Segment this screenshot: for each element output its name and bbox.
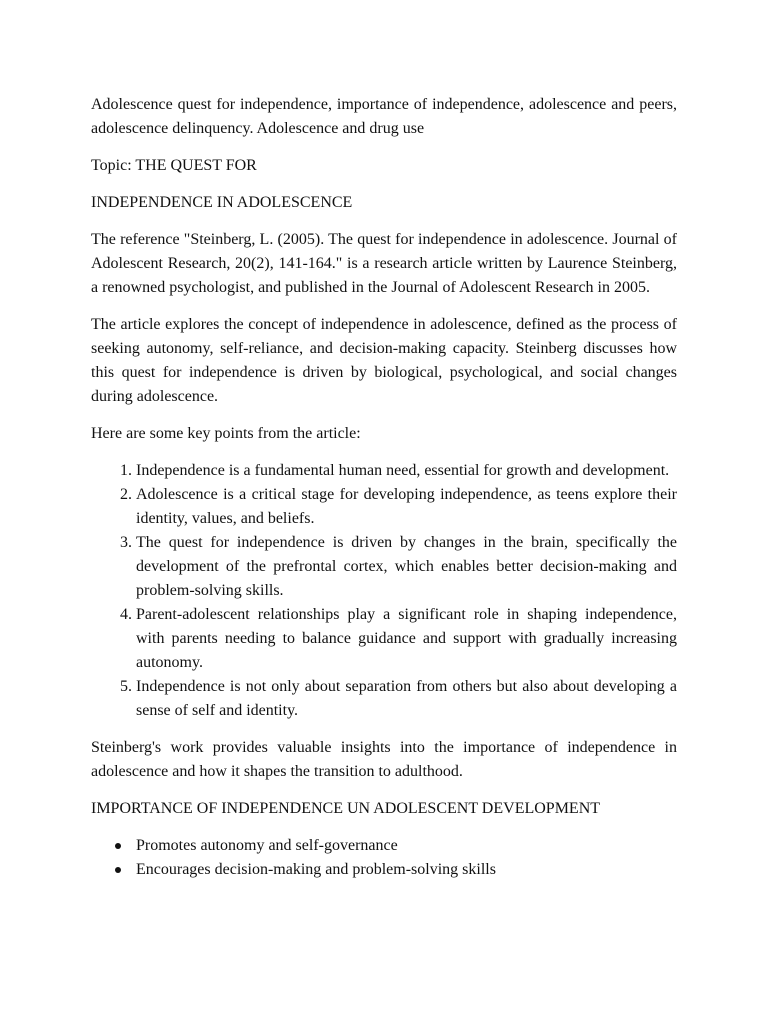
list-item: 1. Independence is a fundamental human need, essential for growth and development. <box>136 459 677 483</box>
conclusion-paragraph: Steinberg's work provides valuable insights into the importance of independence in adolescence and how it shapes the transition to adulthood. <box>91 739 677 780</box>
key-points-intro: Here are some key points from the article: <box>91 425 361 442</box>
importance-bullet-list <box>91 834 677 882</box>
list-item: 3. The quest for independence is driven by changes in the brain, specifically the development of the prefrontal cortex, which enables better decision-making and problem-solving skills. <box>136 531 677 603</box>
key-points-list <box>91 459 677 723</box>
bullet-text: Encourages decision-making and problem-solving skills <box>136 861 496 878</box>
topic-line-continued: INDEPENDENCE IN ADOLESCENCE <box>91 194 353 211</box>
bullet-dot-icon <box>115 867 121 873</box>
document-page <box>91 93 677 895</box>
intro-paragraph: Adolescence quest for independence, importance of independence, adolescence and peers, adolescence delinquency. Adolescence and drug use <box>91 96 677 137</box>
list-item: 4. Parent-adolescent relationships play a significant role in shaping independence, with parents needing to balance guidance and support with gradually increasing autonomy. <box>136 603 677 675</box>
bullet-text: Promotes autonomy and self-governance <box>136 837 398 854</box>
bullet-dot-icon <box>115 843 121 849</box>
bullet-item <box>136 858 677 882</box>
section-heading: IMPORTANCE OF INDEPENDENCE UN ADOLESCENT DEVELOPMENT <box>91 800 601 817</box>
reference-paragraph: The reference "Steinberg, L. (2005). The quest for independence in adolescence. Journal of Adolescent Research, 20(2), 141-164." is a research article written by Laurence Steinberg, a renowned psychologist, and published in the Journal of Adolescent Research in 2005. <box>91 231 677 296</box>
article-paragraph: The article explores the concept of independence in adolescence, defined as the process of seeking autonomy, self-reliance, and decision-making capacity. Steinberg discusses how this quest for independence is driven by biological, psychological, and social changes during adolescence. <box>91 316 677 405</box>
topic-line: Topic: THE QUEST FOR <box>91 157 257 174</box>
list-item: 5. Independence is not only about separation from others but also about developing a sense of self and identity. <box>136 675 677 723</box>
list-item: 2. Adolescence is a critical stage for developing independence, as teens explore their identity, values, and beliefs. <box>136 483 677 531</box>
bullet-item <box>136 834 677 858</box>
